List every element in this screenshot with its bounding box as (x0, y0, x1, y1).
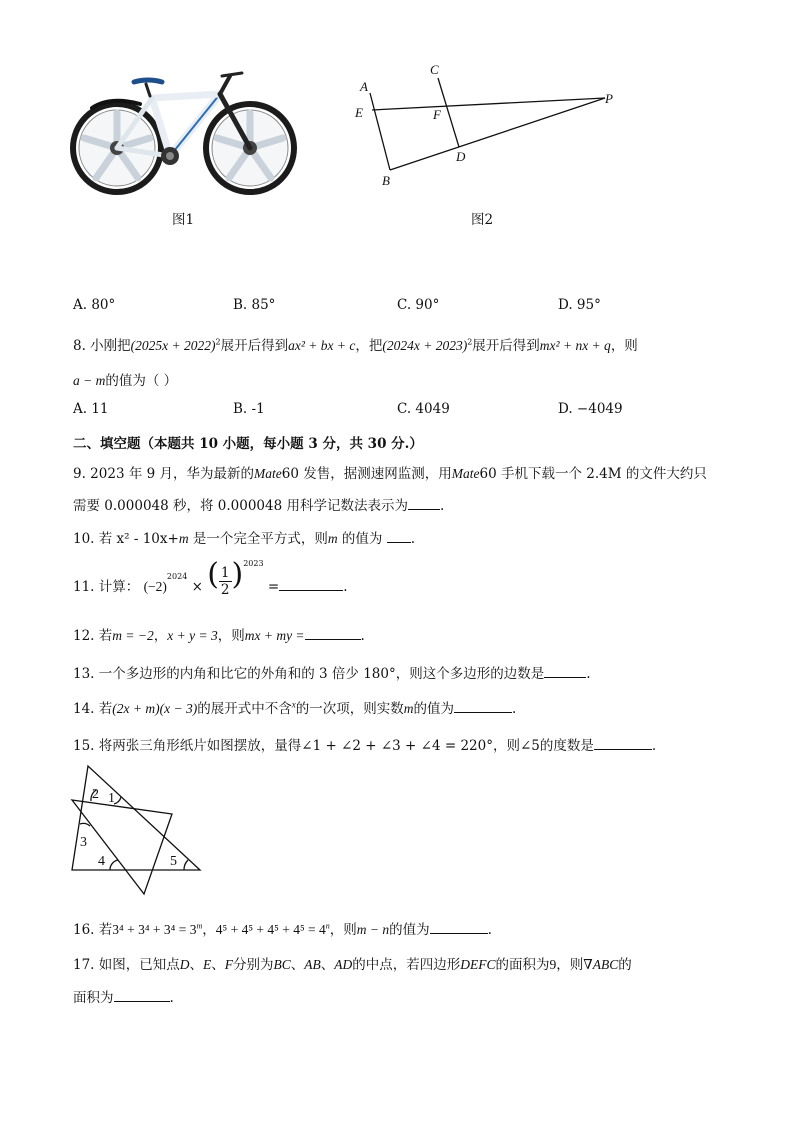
q12-answer-blank[interactable] (305, 627, 361, 640)
q8-expr2: ax² + bx + c (288, 338, 356, 353)
question-12: 12. 若m = −2，x + y = 3，则mx + my = . (73, 628, 365, 644)
question-16: 16. 若$3^4 + 3^4 + 3^4 = 3^m$，$4^5 + 4^5 + 4^5 + 4^5 = 4^n$，则m − n的值为 . (73, 921, 492, 938)
question-14: 14. 若(2x + m)(x − 3)的展开式中不含$^x$的一次项，则实数m的值为 . (73, 699, 517, 717)
q8-expr4: mx² + nx + q (539, 338, 611, 353)
q8-option-d: D. −4049 (558, 401, 623, 417)
question-11: 11. 计算： $(-2)_{2024}$ × ( $\frac{1}{2}$ )$^{2023}$ = . (73, 557, 348, 598)
q10-answer-blank[interactable] (387, 530, 411, 543)
angle-label-4: 4 (98, 854, 105, 869)
segment-CD (438, 78, 459, 147)
figure2-caption: 图2 (471, 212, 494, 228)
segment-BP (390, 98, 605, 170)
question-17-line1: 17. 如图，已知点D、E、F分别为BC、AB、AD的中点，若四边形DEFC的面积为9，则∇ABC的 (73, 957, 632, 973)
section-2-title: 二、填空题（本题共 10 小题，每小题 3 分，共 30 分.） (73, 436, 423, 452)
question-10: 10. 若 x² - 10x+m 是一个完全平方式，则m 的值为 . (73, 531, 416, 547)
question-8-line1: 8. 小刚把$(2025x + 2022)^2$展开后得到ax² + bx + c，把$(2024x + 2023)^2$展开后得到mx² + nx + q，则 (73, 337, 638, 354)
angle-label-2: 2 (92, 787, 99, 802)
angle-label-1: 1 (108, 791, 115, 806)
q13-answer-blank[interactable] (544, 665, 586, 678)
bicycle-figure (70, 68, 298, 198)
label-A: A (360, 79, 368, 94)
question-13: 13. 一个多边形的内角和比它的外角和的 3 倍少 180°，则这个多边形的边数是 . (73, 666, 591, 682)
label-P: P (605, 91, 613, 106)
angle-label-5: 5 (170, 854, 177, 869)
q17-answer-blank[interactable] (114, 989, 170, 1002)
question-8-line2: a − m的值为（ ） (73, 373, 178, 389)
triangles-figure (68, 762, 204, 900)
figure1-caption: 图1 (172, 212, 195, 228)
q16-answer-blank[interactable] (430, 921, 488, 934)
q9-answer-blank[interactable] (408, 497, 440, 510)
q8-option-b: B. -1 (233, 401, 265, 417)
angle-label-3: 3 (80, 835, 87, 850)
question-15: 15. 将两张三角形纸片如图摆放，量得∠1 + ∠2 + ∠3 + ∠4 = 220°，则∠5的度数是 . (73, 738, 657, 754)
q8-expr3: (2024x + 2023) (382, 338, 468, 353)
label-B: B (382, 173, 390, 188)
geometry-figure-2 (350, 60, 630, 190)
question-17-line2: 面积为 . (73, 990, 174, 1006)
segment-EP (372, 98, 605, 110)
question-9-line2: 需要 0.000048 秒，将 0.000048 用科学记数法表示为 . (73, 498, 445, 514)
q8-expr1: (2025x + 2022) (130, 338, 216, 353)
question-9-line1: 9. 2023 年 9 月，华为最新的Mate60 发售，据测速网监测，用Mate60 手机下载一个 2.4M 的文件大约只 (73, 466, 707, 482)
q7-option-b: B. 85° (233, 297, 276, 313)
label-C: C (430, 62, 439, 77)
q11-fraction: ( $\frac{1}{2}$ ) (207, 557, 244, 598)
q8-option-a: A. 11 (73, 401, 109, 417)
q7-option-c: C. 90° (397, 297, 440, 313)
label-F: F (433, 107, 441, 122)
q7-option-a: A. 80° (73, 297, 116, 313)
q14-answer-blank[interactable] (454, 700, 512, 713)
q7-option-d: D. 95° (558, 297, 601, 313)
label-D: D (456, 149, 466, 164)
q11-answer-blank[interactable] (279, 578, 343, 591)
segment-AB (370, 93, 390, 170)
q8-option-c: C. 4049 (397, 401, 450, 417)
label-E: E (355, 105, 363, 120)
q15-answer-blank[interactable] (594, 737, 652, 750)
triangle-2 (72, 800, 172, 894)
triangle-1 (72, 766, 200, 870)
